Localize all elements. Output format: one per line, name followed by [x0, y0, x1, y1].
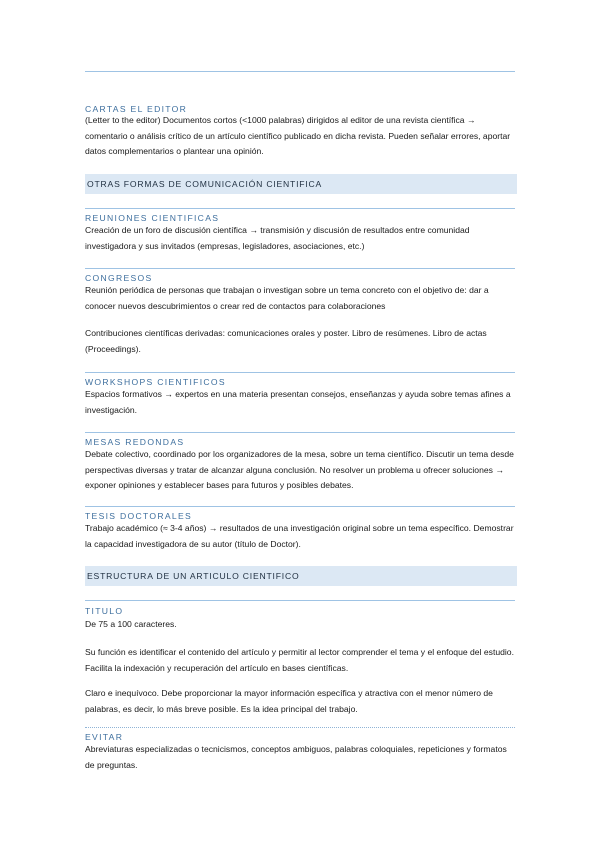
reuniones-heading: REUNIONES CIENTIFICAS	[85, 213, 220, 223]
titulo-divider	[85, 600, 515, 601]
mesas-divider	[85, 432, 515, 433]
evitar-text: Abreviaturas especializadas o tecnicismos, conceptos ambiguos, palabras coloquiales, repeticiones y formatos de preguntas.	[85, 744, 507, 770]
congresos-text-1: Reunión periódica de personas que trabajan o investigan sobre un tema concreto con el objetivo de: dar a conocer nuevos descubrimientos o crear red de contactos para colaboraciones	[85, 285, 489, 311]
workshops-heading: WORKSHOPS CIENTIFICOS	[85, 377, 226, 387]
mesas-heading: MESAS REDONDAS	[85, 437, 185, 447]
congresos-text-2: Contribuciones científicas derivadas: comunicaciones orales y poster. Libro de resúmenes. Libro de actas (Proceedings).	[85, 328, 487, 354]
cartas-heading: CARTAS EL EDITOR	[85, 104, 188, 114]
evitar-heading: EVITAR	[85, 732, 124, 742]
titulo-text-2: Su función es identificar el contenido del artículo y permitir al lector comprender el tema y el enfoque del estudio. Facilita la indexación y recuperación del artículo en bases científicas.	[85, 647, 514, 673]
estructura-band	[85, 566, 517, 586]
congresos-divider	[85, 268, 515, 269]
tesis-divider	[85, 506, 515, 507]
congresos-heading: CONGRESOS	[85, 273, 153, 283]
reuniones-divider	[85, 208, 515, 209]
tesis-heading: TESIS DOCTORALES	[85, 511, 193, 521]
workshops-divider	[85, 372, 515, 373]
top-divider	[85, 71, 515, 72]
workshops-text: Espacios formativos → expertos en una materia presentan consejos, enseñanzas y ayuda sobre temas afines a investigación.	[85, 389, 511, 415]
mesas-text: Debate colectivo, coordinado por los organizadores de la mesa, sobre un tema científico. Discutir un tema desde perspectivas diversas y tratar de alcanzar alguna conclusión. No resolver un problema u ofrecer soluciones → exponer opiniones y establecer bases para futuros y posibles debates.	[85, 449, 514, 491]
otras-formas-title: OTRAS FORMAS DE COMUNICACIÓN CIENTIFICA	[87, 179, 323, 189]
cartas-text: (Letter to the editor) Documentos cortos (<1000 palabras) dirigidos al editor de una revista científica → comentario o análisis crítico de un artículo científico publicado en dicha revista. Pueden señalar errores, aportar datos complementarios o plantear una opinión.	[85, 115, 511, 157]
titulo-text-1: De 75 a 100 caracteres.	[85, 619, 177, 629]
estructura-title: ESTRUCTURA DE UN ARTICULO CIENTIFICO	[87, 571, 300, 581]
titulo-text-3: Claro e inequívoco. Debe proporcionar la mayor información específica y atractiva con el menor número de palabras, es decir, lo más breve posible. Es la idea principal del trabajo.	[85, 688, 493, 714]
reuniones-text: Creación de un foro de discusión científica → transmisión y discusión de resultados entre comunidad investigadora y sus invitados (empresas, legisladores, asociaciones, etc.)	[85, 225, 470, 251]
otras-formas-band	[85, 174, 517, 194]
titulo-heading: TITULO	[85, 606, 124, 616]
tesis-text: Trabajo académico (≈ 3-4 años) → resultados de una investigación original sobre un tema específico. Demostrar la capacidad investigadora de su autor (título de Doctor).	[85, 523, 514, 549]
evitar-divider	[85, 727, 515, 728]
